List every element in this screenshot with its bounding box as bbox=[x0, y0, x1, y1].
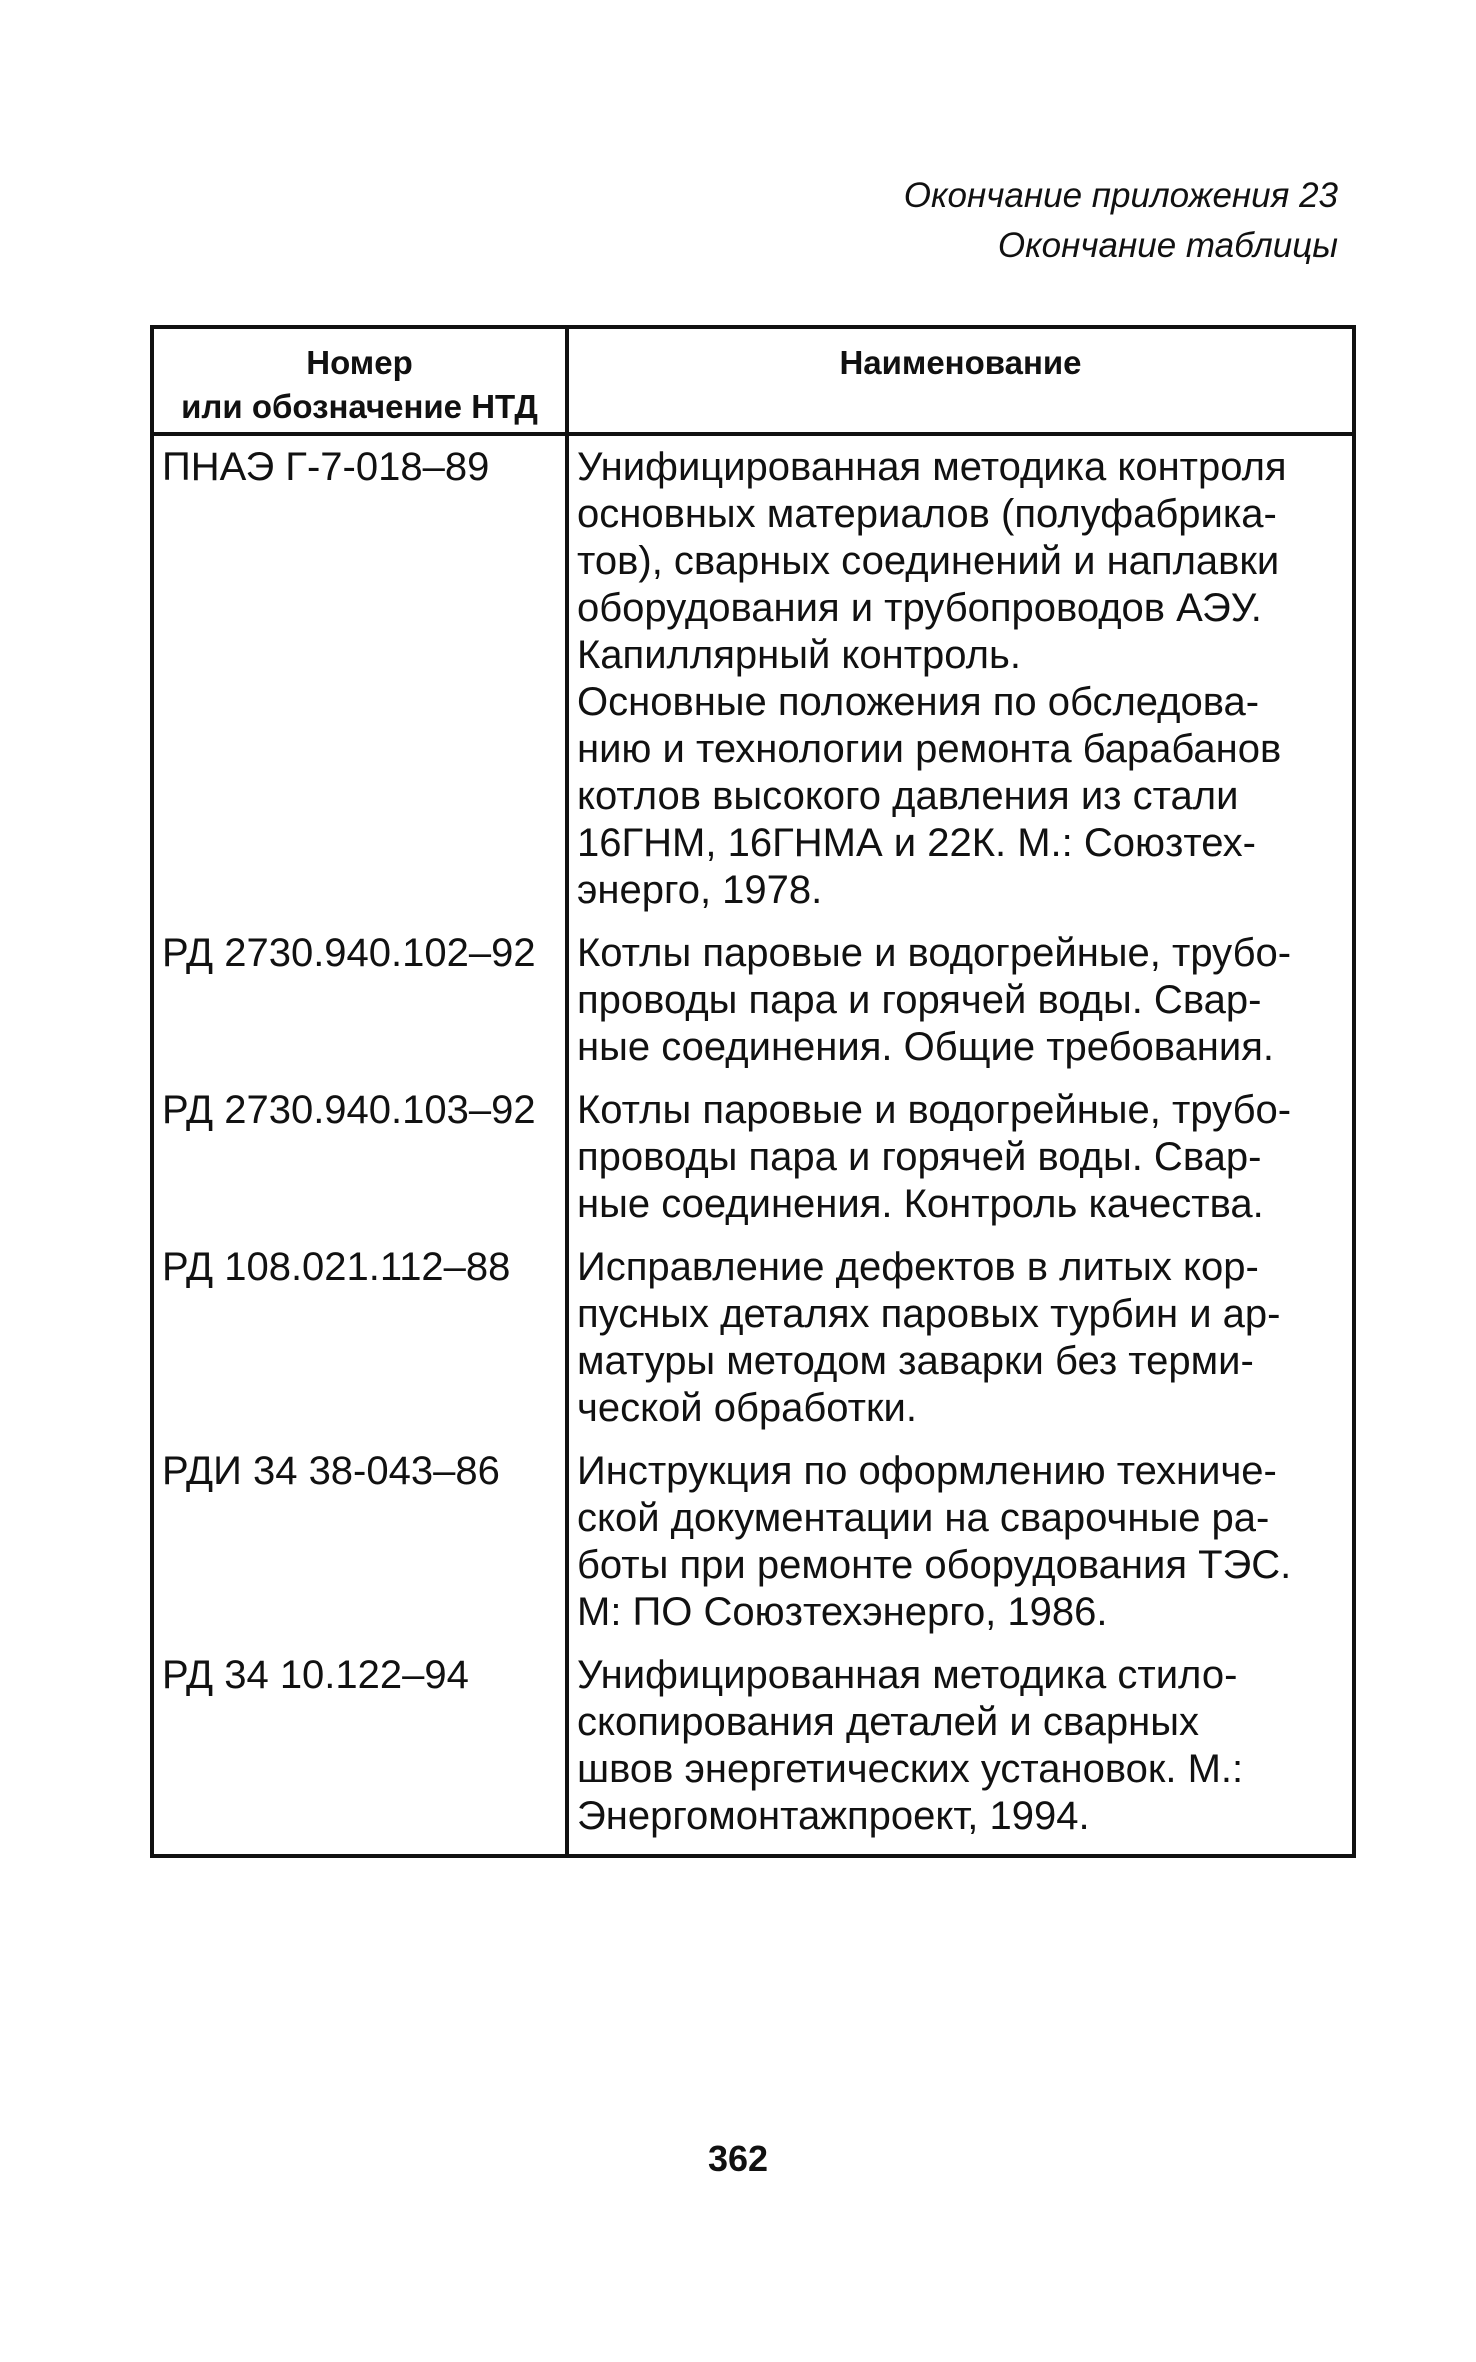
header-ntd-number-line2: или обозначение НТД bbox=[181, 388, 538, 425]
ntd-code-cell: РД 108.021.112–88 bbox=[152, 1236, 567, 1440]
table-row bbox=[152, 1644, 1354, 1856]
ntd-title-line: Энергомонтажпроект, 1994. bbox=[577, 1794, 1090, 1838]
table-row bbox=[152, 1440, 1354, 1644]
ntd-title-line: пусных деталях паровых турбин и ар- bbox=[577, 1292, 1281, 1336]
ntd-title-line: ные соединения. Контроль качества. bbox=[577, 1182, 1264, 1226]
ntd-title-cell bbox=[567, 1644, 1354, 1856]
ntd-title-line: Унифицированная методика контроля bbox=[577, 445, 1287, 489]
table-row bbox=[152, 922, 1354, 1079]
ntd-title-line: Унифицированная методика стило- bbox=[577, 1653, 1238, 1697]
ntd-code-cell: РДИ 34 38-043–86 bbox=[152, 1440, 567, 1644]
ntd-title-line: швов энергетических установок. М.: bbox=[577, 1747, 1244, 1791]
running-head-appendix: Окончание приложения 23 bbox=[903, 176, 1338, 215]
ntd-code-cell: РД 2730.940.102–92 bbox=[152, 922, 567, 1079]
ntd-title-cell bbox=[567, 434, 1354, 922]
ntd-title-cell bbox=[567, 1440, 1354, 1644]
ntd-title-line: ные соединения. Общие требования. bbox=[577, 1025, 1275, 1069]
ntd-title-line: боты при ремонте оборудования ТЭС. bbox=[577, 1543, 1292, 1587]
running-head-table: Окончание таблицы bbox=[997, 226, 1338, 265]
ntd-title-line: проводы пара и горячей воды. Свар- bbox=[577, 1135, 1262, 1179]
header-ntd-number bbox=[152, 327, 567, 434]
ntd-title-line: Котлы паровые и водогрейные, трубо- bbox=[577, 1088, 1292, 1132]
ntd-code-cell: РД 2730.940.103–92 bbox=[152, 1079, 567, 1236]
ntd-title-line: матуры методом заварки без терми- bbox=[577, 1339, 1254, 1383]
ntd-title-line: энерго, 1978. bbox=[577, 868, 823, 912]
ntd-title-line: ской документации на сварочные ра- bbox=[577, 1496, 1270, 1540]
header-title: Наименование bbox=[567, 327, 1354, 434]
ntd-title-line: 16ГНМ, 16ГНМА и 22К. М.: Союзтех- bbox=[577, 821, 1256, 865]
ntd-title-line: Исправление дефектов в литых кор- bbox=[577, 1245, 1259, 1289]
ntd-title-line: Капиллярный контроль. bbox=[577, 633, 1021, 677]
ntd-title-line: Инструкция по оформлению техниче- bbox=[577, 1449, 1277, 1493]
ntd-code-cell: РД 34 10.122–94 bbox=[152, 1644, 567, 1856]
header-ntd-number-line1: Номер bbox=[306, 344, 413, 381]
ntd-title-line: скопирования деталей и сварных bbox=[577, 1700, 1199, 1744]
ntd-title-line: ческой обработки. bbox=[577, 1386, 917, 1430]
ntd-title-cell bbox=[567, 1079, 1354, 1236]
ntd-title-line: нию и технологии ремонта барабанов bbox=[577, 727, 1282, 771]
page-number: 362 bbox=[707, 2138, 769, 2179]
ntd-title-line: проводы пара и горячей воды. Свар- bbox=[577, 978, 1262, 1022]
table-row bbox=[152, 1079, 1354, 1236]
ntd-code-cell: ПНАЭ Г-7-018–89 bbox=[152, 434, 567, 922]
ntd-title-line: Основные положения по обследова- bbox=[577, 680, 1260, 724]
ntd-title-cell bbox=[567, 922, 1354, 1079]
table-row bbox=[152, 434, 1354, 922]
ntd-title-line: оборудования и трубопроводов АЭУ. bbox=[577, 586, 1262, 630]
ntd-title-line: котлов высокого давления из стали bbox=[577, 774, 1239, 818]
ntd-table bbox=[150, 325, 1356, 1858]
ntd-title-line: тов), сварных соединений и наплавки bbox=[577, 539, 1280, 583]
table-body bbox=[152, 434, 1354, 1856]
ntd-title-line: М: ПО Союзтехэнерго, 1986. bbox=[577, 1590, 1108, 1634]
ntd-title-line: основных материалов (полуфабрика- bbox=[577, 492, 1277, 536]
ntd-title-cell bbox=[567, 1236, 1354, 1440]
table-row bbox=[152, 1236, 1354, 1440]
ntd-title-line: Котлы паровые и водогрейные, трубо- bbox=[577, 931, 1292, 975]
table-header-row bbox=[152, 327, 1354, 434]
